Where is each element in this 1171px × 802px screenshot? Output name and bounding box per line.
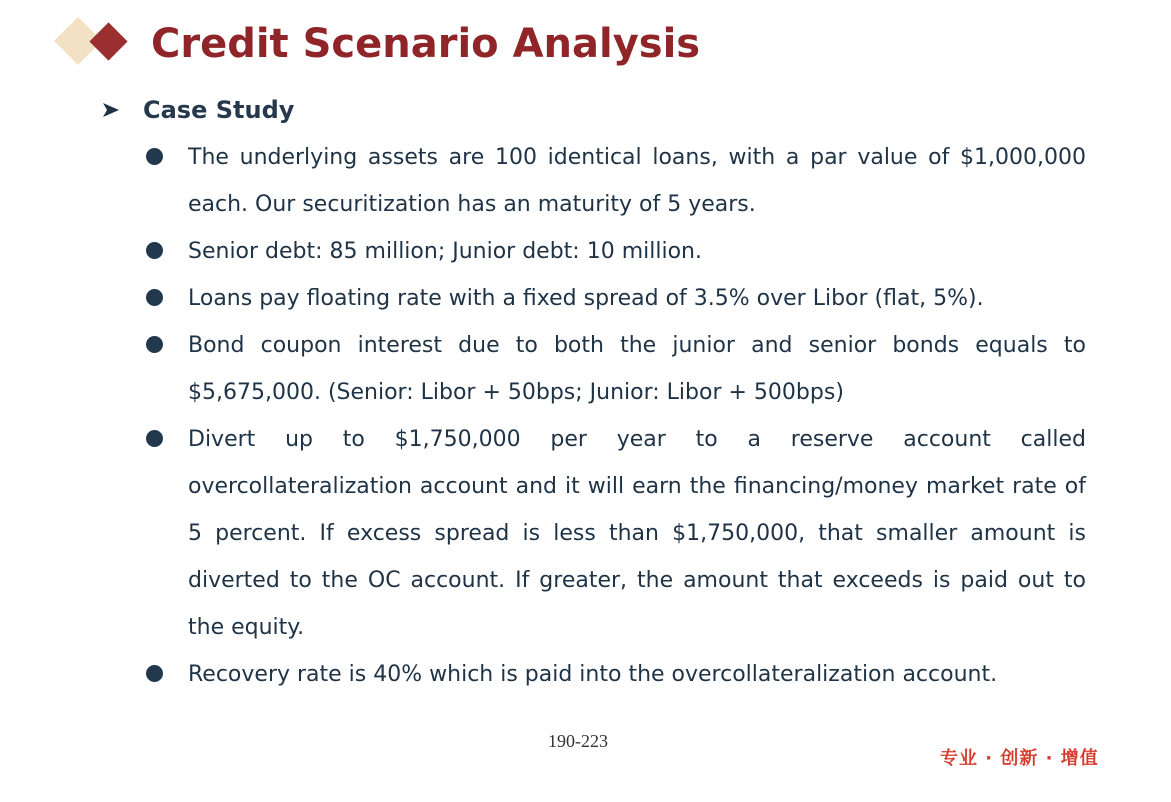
filled-circle-bullet-icon — [146, 242, 163, 259]
bullet-text: Bond coupon interest due to both the junior and senior bonds equals to $5,675,000. (Senior: Libor + 50bps; Junior: Libor + 500bps) — [188, 333, 1086, 405]
bullet-text: Loans pay floating rate with a fixed spread of 3.5% over Libor (flat, 5%). — [188, 286, 984, 311]
section-heading — [102, 92, 294, 128]
diamond-logo-icon — [52, 16, 142, 78]
filled-circle-bullet-icon — [146, 289, 163, 306]
page-number: 190-223 — [548, 731, 608, 751]
filled-circle-bullet-icon — [146, 148, 163, 165]
bullet-item-underlying-assets — [146, 134, 1086, 228]
bullet-item-recovery-rate — [146, 651, 1086, 698]
section-title: Case Study — [143, 96, 295, 124]
bullet-text: Divert up to $1,750,000 per year to a reserve account called overcollateralization account and it will earn the financing/money market rate of 5 percent. If excess spread is less than $1,750,000, that smaller amount is diverted to the OC account. If greater, the amount that exceeds is paid out to the equity. — [188, 427, 1086, 640]
bullet-item-bond-coupon — [146, 322, 1086, 416]
arrowhead-bullet-icon — [102, 101, 120, 119]
bullet-text: Recovery rate is 40% which is paid into the overcollateralization account. — [188, 662, 998, 687]
filled-circle-bullet-icon — [146, 665, 163, 682]
bullet-item-debt — [146, 228, 1086, 275]
filled-circle-bullet-icon — [146, 430, 163, 447]
bullet-text: Senior debt: 85 million; Junior debt: 10 million. — [188, 239, 702, 264]
bullet-list — [146, 134, 1086, 698]
bullet-text: The underlying assets are 100 identical loans, with a par value of $1,000,000 each. Our securitization has an maturity of 5 years. — [188, 145, 1086, 217]
footer-slogan: 专业 · 创新 · 增值 — [940, 748, 1099, 769]
dark-diamond-shape — [89, 22, 127, 60]
bullet-item-loan-rate — [146, 275, 1086, 322]
bullet-item-oc-account — [146, 416, 1086, 651]
slide-title: Credit Scenario Analysis — [151, 21, 701, 67]
filled-circle-bullet-icon — [146, 336, 163, 353]
